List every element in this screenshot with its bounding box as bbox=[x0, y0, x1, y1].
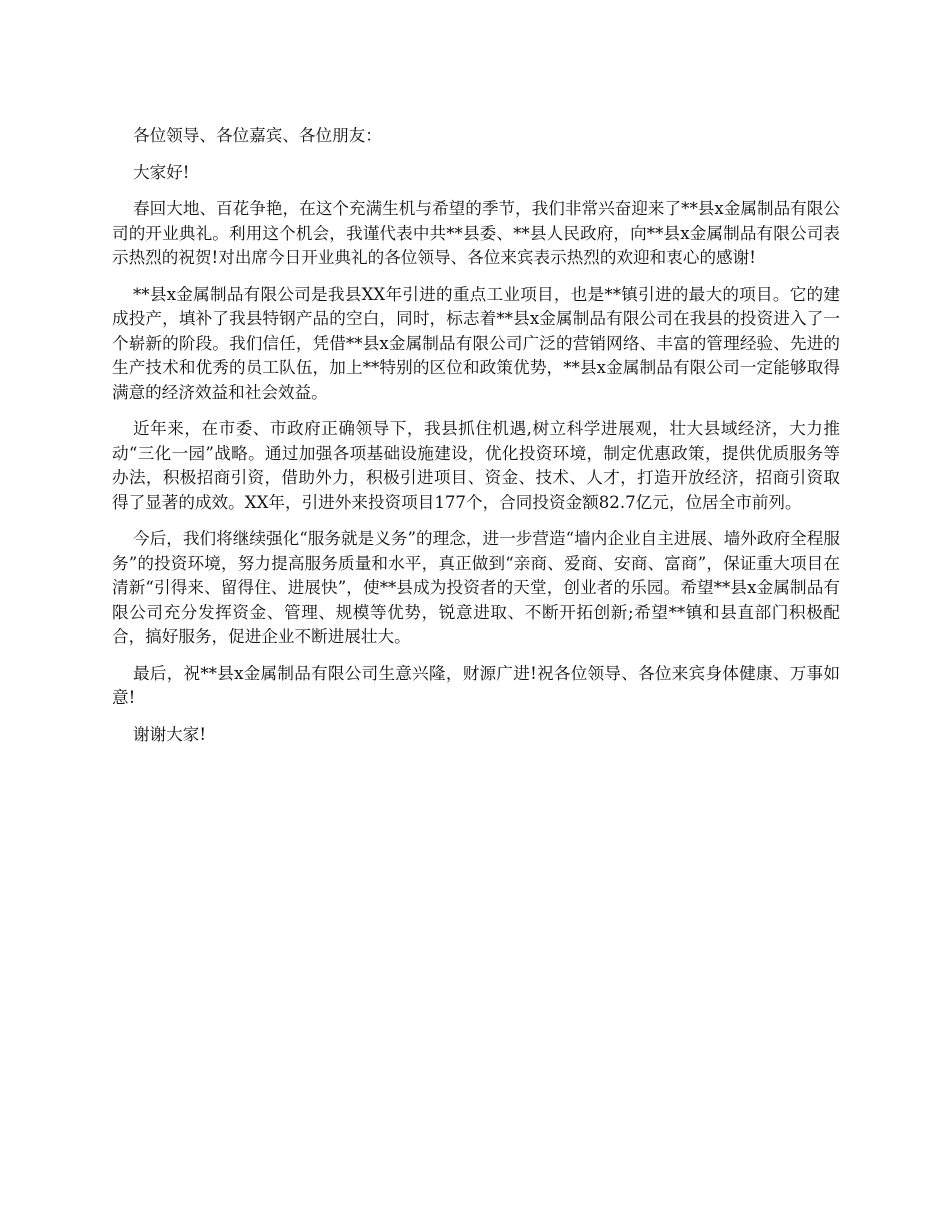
document-body bbox=[112, 124, 840, 759]
paragraph-wishes: 最后，祝**县x金属制品有限公司生意兴隆，财源广进!祝各位领导、各位来宾身体健康、万事如意! bbox=[112, 663, 840, 707]
closing-thanks: 谢谢大家! bbox=[133, 724, 207, 744]
paragraph-future-plans: 今后，我们将继续强化“服务就是义务”的理念，进一步营造“墙内企业自主进展、墙外政府全程服务”的投资环境，努力提高服务质量和水平，真正做到“亲商、爱商、安商、富商”，保证重大项目在清新“引得来、留得住、进展快”，使**县成为投资者的天堂，创业者的乐园。希望**县x金属制品有限公司充分发挥资金、管理、规模等优势，锐意进取、不断开拓创新;希望**镇和县直部门积极配合，搞好服务，促进企业不断进展壮大。 bbox=[112, 529, 840, 646]
salutation: 各位领导、各位嘉宾、各位朋友： bbox=[133, 126, 382, 145]
paragraph-opening: 春回大地、百花争艳，在这个充满生机与希望的季节，我们非常兴奋迎来了**县x金属制品有限公司的开业典礼。利用这个机会，我谨代表中共**县委、**县人民政府，向**县x金属制品有限公司表示热烈的祝贺!对出席今日开业典礼的各位领导、各位来宾表示热烈的欢迎和衷心的感谢! bbox=[112, 199, 840, 267]
paragraph-company-intro: **县x金属制品有限公司是我县XX年引进的重点工业项目，也是**镇引进的最大的项目。它的建成投产，填补了我县特钢产品的空白，同时，标志着**县x金属制品有限公司在我县的投资进入了一个崭新的阶段。我们信任，凭借**县x金属制品有限公司广泛的营销网络、丰富的管理经验、先进的生产技术和优秀的员工队伍，加上**特别的区位和政策优势，**县x金属制品有限公司一定能够取得满意的经济效益和社会效益。 bbox=[112, 284, 840, 402]
paragraph-county-development: 近年来，在市委、市政府正确领导下，我县抓住机遇,树立科学进展观，壮大县域经济，大力推动“三化一园”战略。通过加强各项基础设施建设，优化投资环境，制定优惠政策，提供优质服务等办法，积极招商引资，借助外力，积极引进项目、资金、技术、人才，打造开放经济，招商引资取得了显著的成效。XX年，引进外来投资项目177个，合同投资金额82.7亿元，位居全市前列。 bbox=[112, 419, 840, 512]
greeting: 大家好! bbox=[133, 162, 190, 182]
